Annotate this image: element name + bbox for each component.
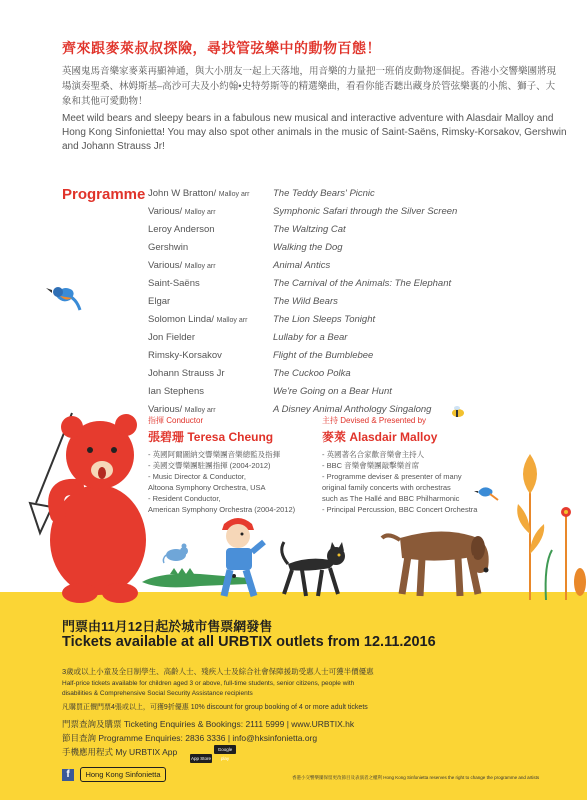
presenter-role: 主持 Devised & Presented by <box>322 416 427 425</box>
composer: John W Bratton/ Malloy arr <box>148 188 250 199</box>
app-store-badge[interactable]: App Store <box>190 756 211 761</box>
composer: Saint-Saëns <box>148 278 200 289</box>
conductor-name: 張碧珊 Teresa Cheung <box>148 430 274 444</box>
piece-title: We're Going on a Bear Hunt <box>273 386 392 397</box>
concession-english: Half-price tickets available for children aged 3 or above, full-time students, senior citizens, people with disabilities & Comprehensive Social Security Assistance recipients <box>62 680 355 697</box>
intro-chinese: 英國鬼馬音樂家麥萊再顯神通，與大小朋友一起上天落地，用音樂的力量把一班俏皮動物逐個捉。香港小交響樂團將現場演奏聖桑、林姆斯基–高沙可夫及小約翰•史特勞斯等的精選樂曲，看看你能否聽出藏身於管弦樂裏的小熊、獅子、大象和其他可愛動物！ <box>62 66 557 107</box>
composer: Various/ Malloy arr <box>148 404 216 415</box>
programme-row <box>148 242 568 260</box>
child-walking-illustration <box>210 512 270 600</box>
mouse-illustration <box>162 543 190 563</box>
programme-enquiry-contact: 節目查詢 Programme Enquiries: 2836 3336 | info@hksinfonietta.org <box>62 733 318 743</box>
composer: Gershwin <box>148 242 189 253</box>
headline: 齊來跟麥萊叔叔探險，尋找管弦樂中的動物百態！ <box>62 40 381 56</box>
black-cat-illustration <box>278 538 352 598</box>
programme-row <box>148 188 568 206</box>
composer: Various/ Malloy arr <box>148 260 216 271</box>
composer: Solomon Linda/ Malloy arr <box>148 314 248 325</box>
programme-heading: Programme <box>62 186 146 203</box>
presenter-bio: - 英國著名合家歡音樂會主持人 - BBC 音樂會樂團敲擊樂首席 - Programme deviser & presenter of many original family concerts with orchestras such as The Hallé and BBC Philharmonic - Principal Percussion, BBC Concert Orchestra <box>322 450 478 514</box>
composer: Jon Fielder <box>148 332 195 343</box>
composer: Various/ Malloy arr <box>148 206 216 217</box>
kingfisher-bird-illustration <box>46 278 86 312</box>
programme-row <box>148 224 568 242</box>
programme-row <box>148 350 568 368</box>
intro-english: Meet wild bears and sleepy bears in a fabulous new musical and interactive adventure with Alasdair Malloy and Hong Kong Sinfonietta! You may also spot other animals in the music of Saint-Saëns, Rimsky-Korsakov, Gershwin and Johann Strauss Jr! <box>62 113 567 152</box>
piece-title: Lullaby for a Bear <box>273 332 348 343</box>
composer: Rimsky-Korsakov <box>148 350 222 361</box>
piece-title: The Waltzing Cat <box>273 224 346 235</box>
programme-row <box>148 332 568 350</box>
piece-title: Symphonic Safari through the Silver Screen <box>273 206 458 217</box>
concession-chinese: 3歲或以上小童及全日制學生、高齡人士、殘疾人士及綜合社會保障援助受惠人士可獲半價優惠 <box>62 667 374 676</box>
composer: Johann Strauss Jr <box>148 368 225 379</box>
programme-row <box>148 368 568 386</box>
piece-title: The Cuckoo Polka <box>273 368 351 379</box>
group-discount-note: 凡購買正價門票4張或以上，可獲9折優惠 10% discount for group booking of 4 or more adult tickets <box>62 704 368 711</box>
programme-row <box>148 296 568 314</box>
plants-illustration <box>500 454 587 600</box>
piece-title: Flight of the Bumblebee <box>273 350 374 361</box>
app-label: 手機應用程式 My URBTIX App <box>62 747 178 757</box>
programme-row <box>148 386 568 404</box>
booking-contact: 門票查詢及購票 Ticketing Enquiries & Bookings: 2111 5999 | www.URBTIX.hk <box>62 719 355 729</box>
piece-title: Walking the Dog <box>273 242 343 253</box>
disclaimer: 香港小交響樂團保留更改節目及表演者之權利 Hong Kong Sinfonietta reserves the right to change the programme and artists <box>292 775 540 780</box>
tickets-heading-english: Tickets available at all URBTIX outlets from 12.11.2016 <box>62 634 436 650</box>
piece-title: Animal Antics <box>273 260 331 271</box>
brown-dog-illustration <box>380 512 498 598</box>
facebook-page-link[interactable]: Hong Kong Sinfonietta <box>80 767 166 782</box>
programme-row <box>148 260 568 278</box>
google-play-badge[interactable]: Google play <box>214 745 236 754</box>
tickets-heading-chinese: 門票由11月12日起於城市售票網發售 <box>62 619 273 634</box>
programme-row <box>148 314 568 332</box>
conductor-credit <box>148 415 298 515</box>
programme-row <box>148 278 568 296</box>
piece-title: The Wild Bears <box>273 296 338 307</box>
programme-row <box>148 206 568 224</box>
facebook-icon[interactable]: f <box>62 769 74 781</box>
piece-title: The Carnival of the Animals: The Elephant <box>273 278 452 289</box>
presenter-name: 麥萊 Alasdair Malloy <box>322 430 438 444</box>
composer: Leroy Anderson <box>148 224 215 235</box>
piece-title: A Disney Animal Anthology Singalong <box>273 404 432 415</box>
composer: Ian Stephens <box>148 386 204 397</box>
conductor-bio: - 英國阿爾圖納交響樂團音樂總監及指揮 - 美國交響樂團駐團指揮 (2004-2012) - Music Director & Conductor, Altoona Symphony Orchestra, USA - Resident Conductor, American Symphony Orchestra (2004-2012) <box>148 450 296 514</box>
bee-icon <box>451 406 465 418</box>
composer: Elgar <box>148 296 171 307</box>
conductor-role: 指揮 Conductor <box>148 416 204 425</box>
piece-title: The Teddy Bears' Picnic <box>273 188 375 199</box>
small-bird-illustration <box>474 482 498 502</box>
app-store-badges <box>190 745 238 765</box>
piece-title: The Lion Sleeps Tonight <box>273 314 376 325</box>
bear-conductor-illustration <box>20 395 150 605</box>
